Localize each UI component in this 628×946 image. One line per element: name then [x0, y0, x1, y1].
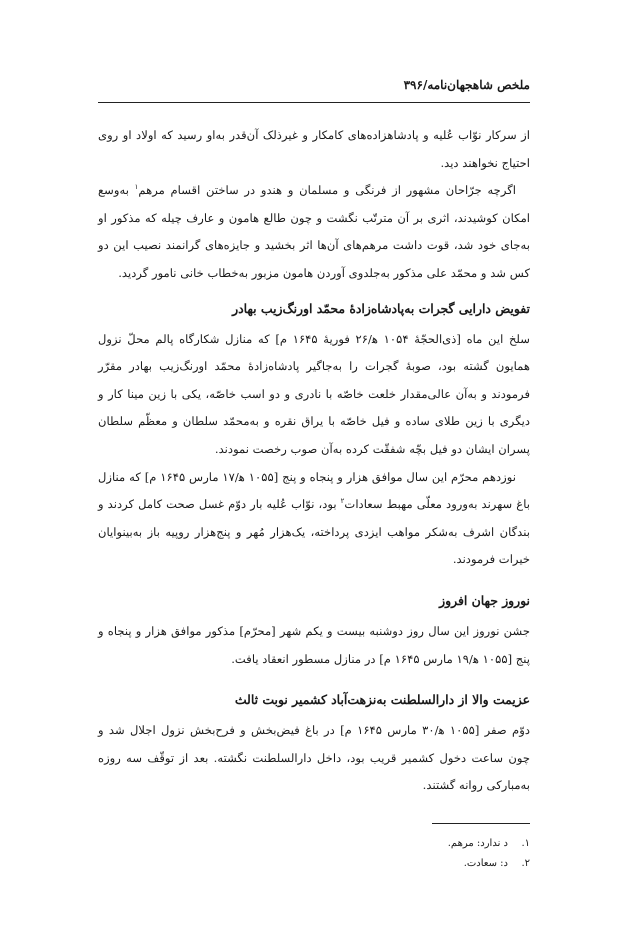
paragraph-4-rest: بود، نوّاب عُلیه بار دوّم غسل صحت کامل کردند و بندگان اشرف به‌شکر مواهب ایزدی پرداخته، یک‌هزار مُهر و پنج‌هزار روپیه باز به‌بینوایان خیرات فرمودند. [98, 497, 530, 567]
paragraph-2-rest: به‌وسع امکان کوشیدند، اثری بر آن مترتّب نگشت و چون طالع هامون و عارف چیله که مذکور او به‌جای خود شد، قوت داشت مرهم‌های آن‌ها اثر بخشید و جایزه‌های گرانمند نصیب این دو کس شد و محمّد علی مذکور به‌جلدوی آوردن هامون مزبور به‌خطاب خانی نامور گردید. [98, 183, 530, 280]
footnote-2 [230, 854, 530, 874]
footnote-number: ۱. [521, 838, 530, 849]
running-header: ملخص شاهجهان‌نامه/۳۹۶ [98, 78, 530, 103]
paragraph-1: از سرکار نوّاب عُلیه و پادشاهزاده‌های کامکار و غیرذلک آن‌قدر به‌او رسید که اولاد او روی احتیاج نخواهند دید. [98, 128, 530, 170]
paragraph-3: سلخ این ماه [ذی‌الحجّهٔ ۱۰۵۴ ه‍/۲۶ فوریهٔ ۱۶۴۵ م] که منازل شکارگاه پالم محلّ نزول همایون گشته بود، صوبهٔ گجرات را به‌جاگیر پادشاه‌زادهٔ محمّد اورنگ‌زیب بهادر مقرّر فرمودند و به‌آن عالی‌مقدار خلعت خاصّه با نادری و دو اسب خاصّه، یکی با زین مینا کار و دیگری با زین طلای ساده و فیل خاصّه با یراق نقره و به‌محمّد سلطان و معظّم سلطان پسران ایشان دو فیل بچّه شفقّت کرده به‌آن صوب رخصت نمودند. [98, 331, 530, 456]
paragraph-5: جشن نوروز این سال روز دوشنبه بیست و یکم شهر [محرّم] مذکور موافق هزار و پنجاه و پنج [۱۰۵۵ ه‍/۱۹ مارس ۱۶۴۵ م] در منازل مسطور انعقاد یافت. [98, 623, 530, 666]
section-heading-nowruz: نوروز جهان افروز [439, 592, 530, 608]
footnote-number: ۲. [521, 858, 530, 869]
paragraph-4-start: نوزدهم محرّم این سال موافق هزار و پنجاه و پنج [۱۰۵۵ ه‍/۱۷ مارس ۱۶۴۵ م] که منازل باغ سهرند به‌ورود معلّی مهبط سعادات [98, 469, 530, 512]
section-heading-gujarat: تفویض دارایی گجرات به‌پادشاه‌زادهٔ محمّد اورنگ‌زیب بهادر [232, 300, 530, 316]
footnote-text: د ندارد: مرهم. [447, 838, 508, 849]
paragraph-6: دوّم صفر [۱۰۵۵ ه‍/۳۰ مارس ۱۶۴۵ م] در باغ فیض‌بخش و فرح‌بخش نزول اجلال شد و چون ساعت دخول کشمیر قریب بود، داخل دارالسلطنت نگشته. بعد از توقّف سه روزه به‌مبارکی روانه گشتند. [98, 723, 530, 793]
footnote-divider [432, 823, 530, 824]
main-text [98, 122, 530, 800]
footnotes [230, 834, 530, 874]
section-heading-kashmir: عزیمت والا از دارالسلطنت به‌نزهت‌آباد کشمیر نوبت ثالث [234, 692, 530, 708]
paragraph-4 [98, 464, 530, 574]
footnote-1 [230, 834, 530, 854]
footnote-ref-2: ۲ [340, 497, 345, 506]
footnote-text: د: سعادت. [463, 858, 508, 869]
paragraph-2-start: اگرچه جرّاحان مشهور از فرنگی و مسلمان و هندو در ساختن اقسام مرهم [138, 183, 516, 198]
footnote-ref-1: ۱ [134, 183, 139, 192]
paragraph-2 [98, 177, 530, 287]
